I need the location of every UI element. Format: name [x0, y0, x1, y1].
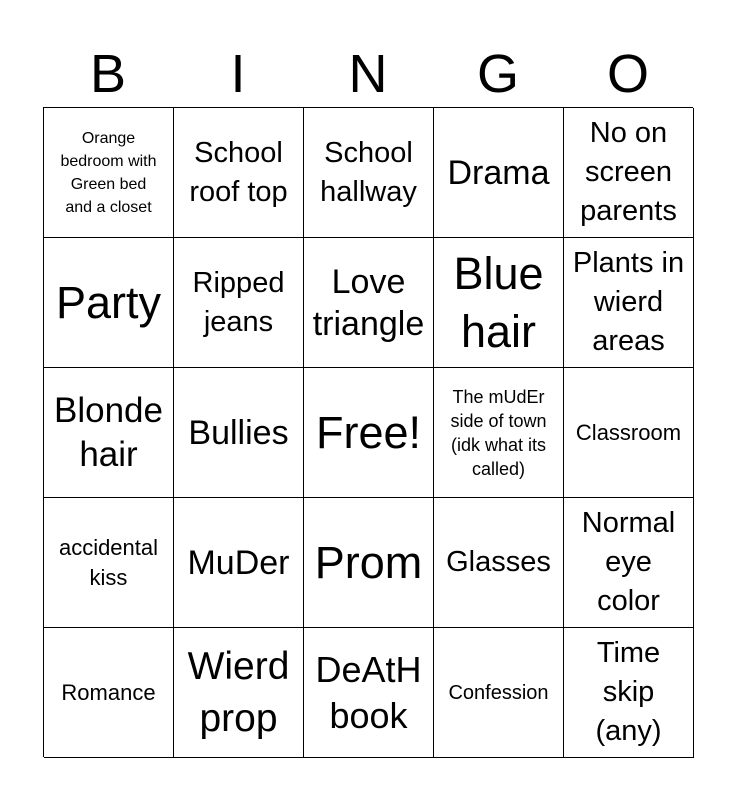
cell-text: Ripped jeans	[192, 266, 285, 338]
bingo-cell[interactable]	[564, 238, 694, 368]
bingo-cell[interactable]	[174, 108, 304, 238]
cell-text: Time skip (any)	[595, 637, 662, 747]
bingo-cell[interactable]	[564, 628, 694, 758]
cell-text: No on screen parents	[580, 117, 677, 227]
bingo-cell[interactable]	[44, 108, 174, 238]
cell-text: Glasses	[446, 546, 551, 578]
bingo-cell[interactable]	[304, 108, 434, 238]
bingo-grid	[43, 107, 693, 757]
cell-text: Blonde hair	[54, 390, 163, 474]
bingo-cell[interactable]	[304, 368, 434, 498]
cell-text: Prom	[314, 536, 423, 588]
cell-text: MuDer	[187, 543, 290, 582]
bingo-cell[interactable]	[174, 498, 304, 628]
cell-text: Drama	[447, 153, 550, 192]
cell-text: Blue hair	[453, 247, 544, 357]
cell-text: Love triangle	[312, 262, 425, 343]
cell-text: School roof top	[189, 136, 288, 208]
bingo-cell[interactable]	[304, 238, 434, 368]
cell-text: Wierd prop	[187, 644, 290, 740]
cell-text: Party	[55, 276, 162, 328]
cell-text: Normal eye color	[581, 507, 676, 617]
bingo-cell[interactable]	[304, 628, 434, 758]
bingo-cell[interactable]	[564, 498, 694, 628]
cell-text: Orange bedroom with Green bed and a closet	[60, 129, 157, 216]
bingo-cell[interactable]	[434, 368, 564, 498]
bingo-cell[interactable]	[564, 368, 694, 498]
cell-text: The mUdEr side of town (idk what its called)	[450, 386, 547, 479]
bingo-cell[interactable]	[174, 628, 304, 758]
bingo-cell[interactable]	[564, 108, 694, 238]
bingo-cell[interactable]	[174, 238, 304, 368]
header-letter-i: I	[230, 44, 246, 104]
header-letter-g: G	[476, 44, 519, 104]
header-letter-b: B	[89, 44, 127, 104]
cell-text: Free!	[315, 406, 422, 458]
bingo-cell[interactable]	[44, 628, 174, 758]
cell-text: DeAtH book	[315, 648, 422, 736]
cell-text: Confession	[448, 681, 549, 704]
cell-text: Bullies	[188, 413, 289, 452]
header-letter-n: N	[348, 44, 388, 104]
cell-text: accidental kiss	[58, 534, 159, 590]
bingo-cell[interactable]	[304, 498, 434, 628]
bingo-header	[43, 42, 693, 106]
bingo-cell[interactable]	[44, 368, 174, 498]
bingo-cell[interactable]	[44, 498, 174, 628]
bingo-cell[interactable]	[434, 628, 564, 758]
cell-text: School hallway	[320, 136, 417, 208]
cell-text: Classroom	[575, 419, 682, 445]
header-letter-o: O	[606, 44, 649, 104]
bingo-cell[interactable]	[434, 238, 564, 368]
bingo-cell[interactable]	[434, 108, 564, 238]
bingo-cell[interactable]	[44, 238, 174, 368]
cell-text: Romance	[61, 679, 156, 705]
bingo-cell[interactable]	[174, 368, 304, 498]
bingo-cell[interactable]	[434, 498, 564, 628]
cell-text: Plants in wierd areas	[572, 247, 685, 357]
